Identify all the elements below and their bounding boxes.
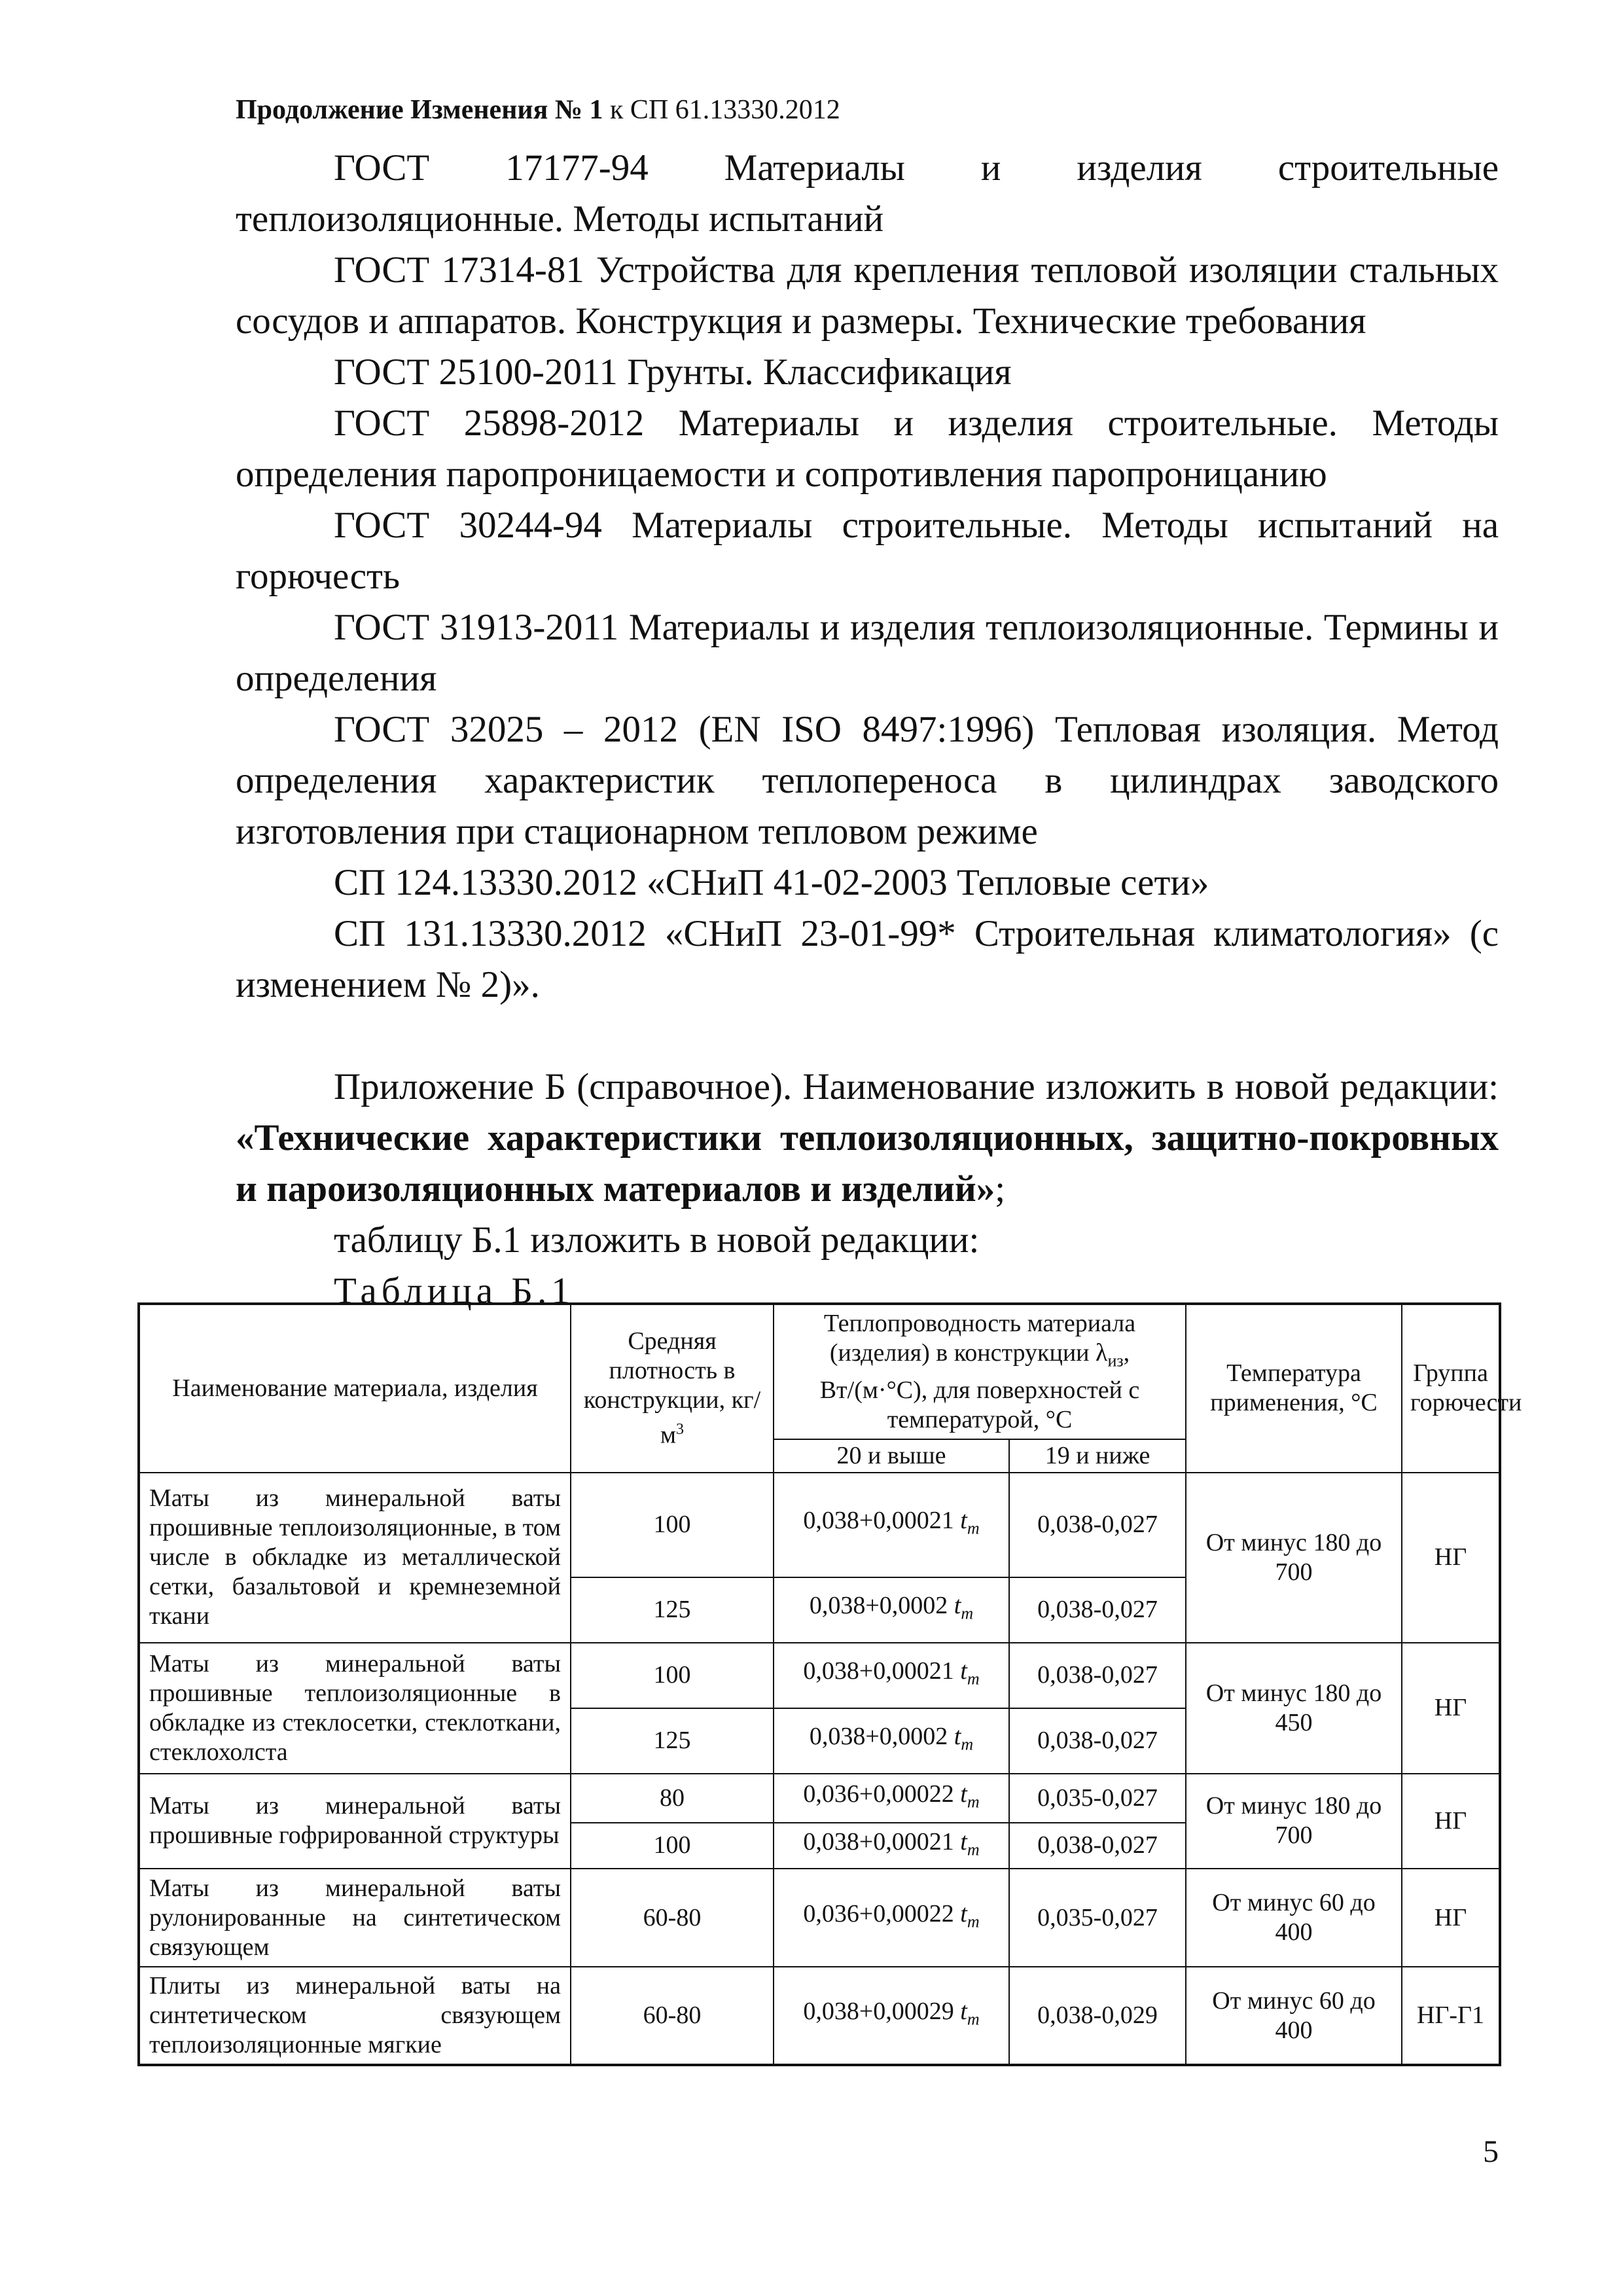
tm-sub: m	[967, 1792, 980, 1812]
cell-temp: От минус 60 до 400	[1186, 1869, 1402, 1967]
table-row	[139, 1967, 1500, 2065]
cell-density: 80	[571, 1774, 774, 1823]
header-conductivity-sub: из	[1107, 1351, 1124, 1371]
tm-sub: m	[967, 1518, 980, 1538]
cell-density: 125	[571, 1577, 774, 1643]
page-number: 5	[1483, 2134, 1499, 2169]
cell-hi-value: 0,038+0,0002	[809, 1723, 954, 1751]
paragraph-gost-25898: ГОСТ 25898-2012 Материалы и изделия строительные. Методы определения паропроницаемости и сопротивления паропроницанию	[236, 403, 1499, 495]
tm-symbol: t	[960, 1507, 967, 1535]
tm-symbol: t	[954, 1723, 961, 1751]
appendix-tail: ;	[995, 1168, 1006, 1210]
cell-conductivity-hi	[774, 1823, 1009, 1869]
cell-density: 60-80	[571, 1967, 774, 2065]
header-sub-hi: 20 и выше	[774, 1439, 1009, 1473]
tm-symbol: t	[960, 1780, 967, 1808]
cell-hi-value: 0,036+0,00022	[803, 1780, 961, 1808]
header-name: Наименование материала, изделия	[139, 1304, 571, 1473]
cell-conductivity-lo: 0,038-0,029	[1009, 1967, 1186, 2065]
cell-hi-value: 0,038+0,00021	[803, 1827, 961, 1856]
paragraph-sp-131: СП 131.13330.2012 «СНиП 23-01-99* Строительная климатология» (с изменением № 2)».	[236, 913, 1499, 1005]
tm-symbol: t	[954, 1592, 961, 1620]
paragraph-gost-17314: ГОСТ 17314-81 Устройства для крепления тепловой изоляции стальных сосудов и аппаратов. Конструкция и размеры. Технические требования	[236, 249, 1499, 342]
paragraph-sp-124: СП 124.13330.2012 «СНиП 41-02-2003 Тепловые сети»	[334, 862, 1209, 903]
header-conductivity-b: , Вт/(м·°С), для поверхностей с температурой, °С	[819, 1339, 1140, 1433]
appendix-bold-title: «Технические характеристики теплоизоляционных, защитно-покровных и пароизоляционных материалов и изделий»	[236, 1117, 1499, 1210]
header-sub-lo: 19 и ниже	[1009, 1439, 1186, 1473]
header-conductivity	[774, 1304, 1186, 1439]
cell-conductivity-hi	[774, 1473, 1009, 1577]
cell-hi-value: 0,038+0,00021	[803, 1507, 961, 1535]
tm-symbol: t	[960, 1827, 967, 1856]
cell-name: Маты из минеральной ваты рулонированные на синтетическом связующем	[139, 1869, 571, 1967]
table-wrapper	[137, 1302, 1522, 2066]
cell-conductivity-lo: 0,038-0,027	[1009, 1708, 1186, 1774]
table-row	[139, 1774, 1500, 1823]
appendix-intro: Приложение Б (справочное). Наименование изложить в новой редакции:	[334, 1066, 1499, 1107]
header-rest: к СП 61.13330.2012	[603, 95, 840, 125]
header-conductivity-a: Теплопроводность материала (изделия) в конструкции λ	[823, 1310, 1136, 1367]
cell-conductivity-hi	[774, 1708, 1009, 1774]
cell-group: НГ-Г1	[1402, 1967, 1500, 2065]
cell-conductivity-hi	[774, 1967, 1009, 2065]
header-group: Группа горючести	[1402, 1304, 1500, 1473]
table-header-row	[139, 1304, 1500, 1439]
tm-sub: m	[961, 1734, 974, 1754]
cell-conductivity-hi	[774, 1577, 1009, 1643]
cell-group: НГ	[1402, 1643, 1500, 1774]
materials-table	[137, 1302, 1522, 2066]
cell-group: НГ	[1402, 1869, 1500, 1967]
paragraph-gost-30244: ГОСТ 30244-94 Материалы строительные. Методы испытаний на горючесть	[236, 505, 1499, 597]
body-text	[236, 143, 1499, 1317]
cell-conductivity-hi	[774, 1643, 1009, 1708]
cell-conductivity-lo: 0,038-0,027	[1009, 1823, 1186, 1869]
cell-conductivity-lo: 0,035-0,027	[1009, 1774, 1186, 1823]
table-row	[139, 1643, 1500, 1708]
tm-sub: m	[961, 1604, 974, 1623]
cell-name: Маты из минеральной ваты прошивные теплоизоляционные в обкладке из стеклосетки, стеклоткани, стеклохолста	[139, 1643, 571, 1774]
cell-temp: От минус 180 до 700	[1186, 1774, 1402, 1869]
cell-temp: От минус 60 до 400	[1186, 1967, 1402, 2065]
tm-symbol: t	[960, 1899, 967, 1928]
table-row	[139, 1869, 1500, 1967]
header-density-sup: 3	[676, 1420, 685, 1438]
cell-name: Плиты из минеральной ваты на синтетическом связующем теплоизоляционные мягкие	[139, 1967, 571, 2065]
running-header	[236, 92, 840, 128]
header-density-text: Средняя плотность в конструкции, кг/м	[583, 1327, 761, 1449]
tm-sub: m	[967, 1840, 980, 1859]
cell-density: 100	[571, 1823, 774, 1869]
paragraph-gost-32025: ГОСТ 32025 – 2012 (EN ISO 8497:1996) Тепловая изоляция. Метод определения характеристик теплопереноса в цилиндрах заводского изготовления при стационарном тепловом режиме	[236, 709, 1499, 852]
header-temp: Температура применения, °С	[1186, 1304, 1402, 1473]
cell-conductivity-lo: 0,038-0,027	[1009, 1473, 1186, 1577]
header-density	[571, 1304, 774, 1473]
cell-name: Маты из минеральной ваты прошивные гофрированной структуры	[139, 1774, 571, 1869]
paragraph-gost-31913: ГОСТ 31913-2011 Материалы и изделия теплоизоляционные. Термины и определения	[236, 607, 1499, 699]
cell-conductivity-lo: 0,038-0,027	[1009, 1577, 1186, 1643]
cell-group: НГ	[1402, 1473, 1500, 1643]
cell-temp: От минус 180 до 700	[1186, 1473, 1402, 1643]
paragraph-gost-17177: ГОСТ 17177-94 Материалы и изделия строительные теплоизоляционные. Методы испытаний	[236, 147, 1499, 240]
cell-conductivity-lo: 0,038-0,027	[1009, 1643, 1186, 1708]
cell-hi-value: 0,036+0,00022	[803, 1899, 961, 1928]
cell-name: Маты из минеральной ваты прошивные теплоизоляционные, в том числе в обкладке из металлической сетки, базальтовой и кремнеземной ткани	[139, 1473, 571, 1643]
cell-conductivity-hi	[774, 1774, 1009, 1823]
cell-conductivity-hi	[774, 1869, 1009, 1967]
paragraph-gost-25100: ГОСТ 25100-2011 Грунты. Классификация	[334, 351, 1012, 393]
cell-hi-value: 0,038+0,00029	[803, 1998, 961, 2026]
cell-density: 60-80	[571, 1869, 774, 1967]
tm-symbol: t	[960, 1998, 967, 2026]
tm-sub: m	[967, 2009, 980, 2029]
cell-density: 100	[571, 1643, 774, 1708]
cell-group: НГ	[1402, 1774, 1500, 1869]
tm-symbol: t	[960, 1657, 967, 1685]
cell-density: 125	[571, 1708, 774, 1774]
cell-density: 100	[571, 1473, 774, 1577]
tm-sub: m	[967, 1669, 980, 1689]
cell-conductivity-lo: 0,035-0,027	[1009, 1869, 1186, 1967]
table-note: таблицу Б.1 изложить в новой редакции:	[334, 1219, 980, 1261]
cell-hi-value: 0,038+0,00021	[803, 1657, 961, 1685]
header-bold: Продолжение Изменения № 1	[236, 95, 603, 125]
table-row	[139, 1473, 1500, 1577]
tm-sub: m	[967, 1912, 980, 1931]
appendix-paragraph	[236, 1062, 1499, 1215]
cell-temp: От минус 180 до 450	[1186, 1643, 1402, 1774]
cell-hi-value: 0,038+0,0002	[809, 1592, 954, 1620]
table-label-text: Таблица Б.1	[334, 1270, 575, 1312]
